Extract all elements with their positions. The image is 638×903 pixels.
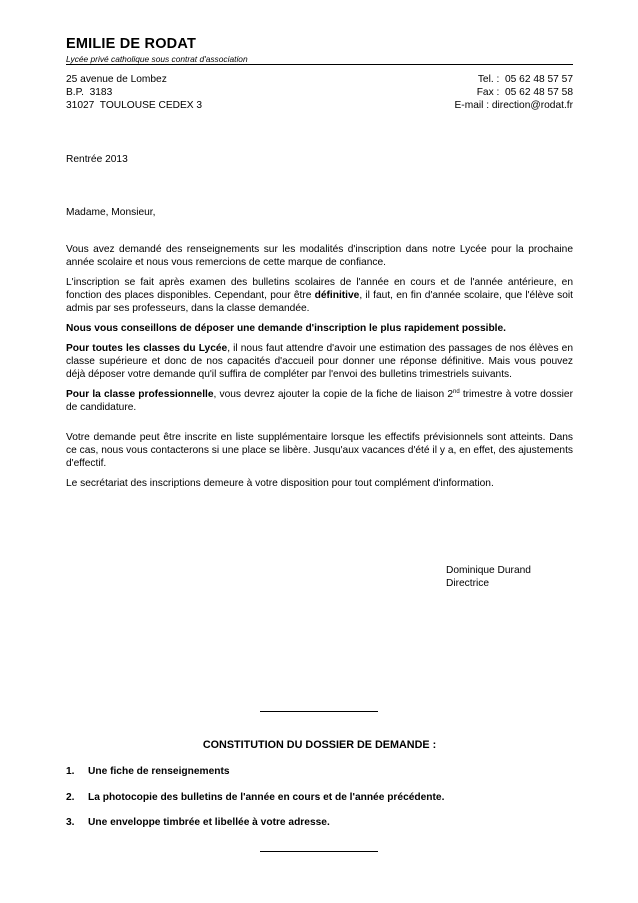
address-line: 25 avenue de Lombez	[66, 74, 167, 85]
text-run: , vous devrez ajouter la copie de la fiche de liaison 2	[213, 389, 453, 400]
signature-block	[446, 564, 531, 590]
dossier-item	[66, 765, 230, 778]
bold-advice: Nous vous conseillons de déposer une demande d'inscription le plus rapidement possible.	[66, 323, 507, 334]
emphasis-lycee: Pour toutes les classes du Lycée	[66, 343, 228, 354]
paragraph-bold	[66, 322, 573, 335]
text-run: trimestre à votre dossier de candidature.	[66, 389, 573, 413]
address-line: B.P. 3183	[66, 87, 113, 98]
paragraph: Le secrétariat des inscriptions demeure à votre disposition pour tout complément d'information.	[66, 478, 494, 489]
letter-body	[66, 243, 573, 497]
item-number: 1.	[66, 766, 75, 777]
dossier-item	[66, 791, 444, 804]
text-run: L'inscription se fait après examen des bulletins scolaires de l'année en cours et de l'année antérieure, en fonction des places disponibles. Cependant, pour être	[66, 277, 573, 301]
text-run: , il nous faut attendre d'avoir une estimation des passages de nos élèves en classe supérieure et donc de nos capacités d'accueil pour donner une réponse définitive. Mais vous pouvez déjà déposer votre demande qu'il suffira de compléter par l'envoi des bulletins trimestriels suivants.	[66, 343, 573, 380]
email-line: E-mail : direction@rodat.fr	[454, 100, 573, 111]
text-run: , il faut, en fin d'année scolaire, que l'élève soit admis par ses professeurs, dans la classe demandée.	[66, 290, 573, 314]
item-text: Une fiche de renseignements	[88, 766, 230, 777]
contact-info	[396, 73, 573, 112]
superscript: nd	[453, 389, 460, 395]
header-divider	[66, 64, 573, 65]
org-subtitle: Lycée privé catholique sous contrat d'association	[66, 54, 248, 64]
paragraph: Vous avez demandé des renseignements sur les modalités d'inscription dans notre Lycée pour la prochaine année scolaire et nous vous remercions de cette marque de confiance.	[66, 244, 573, 268]
phone-line: Tel. : 05 62 48 57 57	[477, 74, 573, 85]
address-line: 31027 TOULOUSE CEDEX 3	[66, 100, 203, 111]
dossier-title: CONSTITUTION DU DOSSIER DE DEMANDE :	[202, 739, 437, 751]
signature-title: Directrice	[446, 578, 490, 589]
dossier-item	[66, 816, 330, 829]
item-number: 3.	[66, 817, 75, 828]
item-number: 2.	[66, 792, 75, 803]
postal-address	[66, 73, 202, 112]
separator-line	[260, 851, 378, 852]
paragraph	[66, 342, 573, 381]
emphasis-definitive: définitive	[314, 290, 360, 301]
salutation: Madame, Monsieur,	[66, 207, 156, 218]
separator-line	[260, 711, 378, 712]
paragraph: Votre demande peut être inscrite en liste supplémentaire lorsque les effectifs prévisionnels sont atteints. Dans ce cas, nous vous contacterons si une place se libère. Jusqu'aux vacances d'été il y a, en effet, des ajustements d'effectif.	[66, 432, 573, 469]
emphasis-professionnelle: Pour la classe professionnelle	[66, 389, 214, 400]
fax-line: Fax : 05 62 48 57 58	[476, 87, 573, 98]
item-text: La photocopie des bulletins de l'année en cours et de l'année précédente.	[88, 792, 445, 803]
org-name: EMILIE DE RODAT	[66, 36, 197, 52]
rentree-heading: Rentrée 2013	[66, 154, 128, 165]
paragraph	[66, 276, 573, 315]
signature-name: Dominique Durand	[446, 565, 531, 576]
item-text: Une enveloppe timbrée et libellée à votre adresse.	[88, 817, 330, 828]
paragraph	[66, 388, 573, 414]
